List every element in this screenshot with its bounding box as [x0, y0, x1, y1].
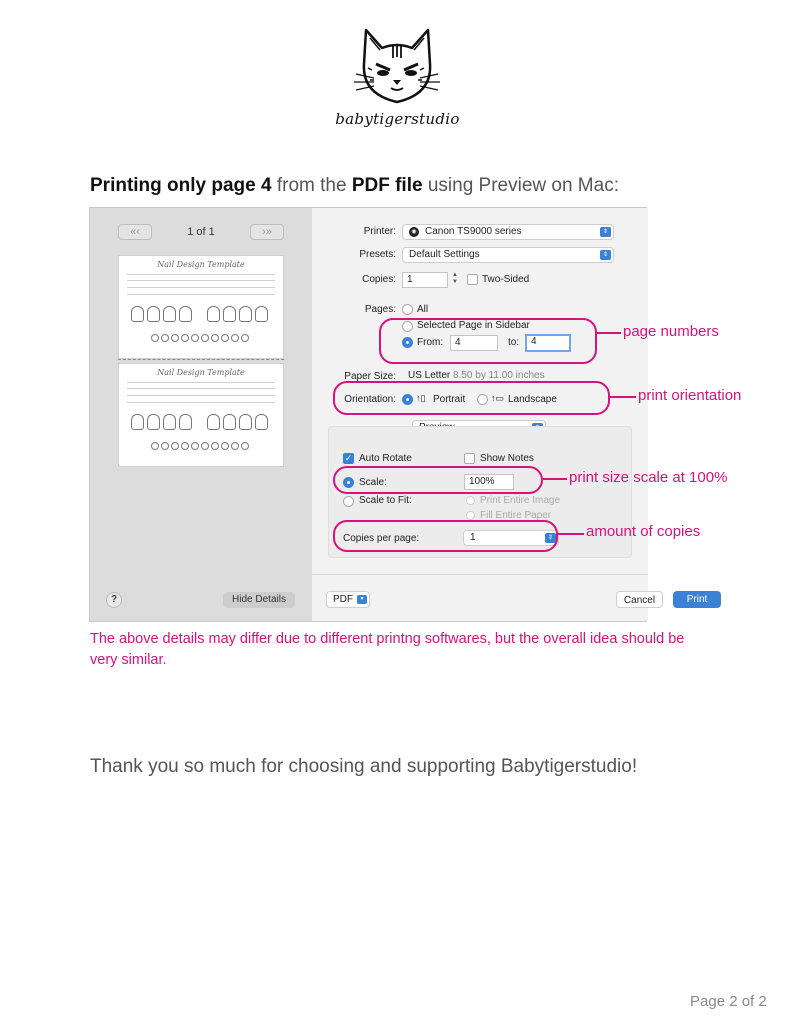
- scale-to-fit-radio[interactable]: [343, 496, 354, 507]
- nail-shape: [147, 414, 160, 430]
- selected-page-label: Selected Page in Sidebar: [417, 320, 530, 331]
- landscape-label: Landscape: [508, 394, 557, 405]
- heading-pdf-file: PDF file: [351, 175, 423, 196]
- page-count: 1 of 1: [187, 226, 215, 238]
- dot: [201, 442, 209, 450]
- two-sided-label: Two-Sided: [482, 274, 530, 285]
- orientation-connector: [610, 396, 636, 398]
- chevron-down-icon: ▾: [357, 595, 367, 604]
- pages-all-radio[interactable]: [402, 304, 413, 315]
- double-chevron-left-icon: «‹: [130, 226, 140, 238]
- dot: [221, 442, 229, 450]
- dot: [171, 334, 179, 342]
- copies-connector: [558, 533, 584, 535]
- cat-logo-icon: [352, 24, 442, 108]
- thank-you-message: Thank you so much for choosing and supporting Babytigerstudio!: [90, 756, 638, 777]
- print-entire-radio[interactable]: [466, 496, 475, 505]
- fill-entire-radio[interactable]: [466, 511, 475, 520]
- paper-size-value: US Letter: [408, 370, 451, 381]
- dot: [181, 334, 189, 342]
- thumbnail-line: [127, 294, 275, 295]
- fill-entire-label: Fill Entire Paper: [480, 510, 552, 521]
- printer-value: Canon TS9000 series: [425, 226, 522, 237]
- nail-shape: [131, 414, 144, 430]
- portrait-label: Portrait: [433, 394, 466, 405]
- paper-size-dims: 8.50 by 11.00 inches: [453, 370, 545, 381]
- landscape-icon: ↑▭: [491, 393, 505, 403]
- page-thumbnail[interactable]: [118, 363, 284, 467]
- printer-select[interactable]: [402, 224, 614, 240]
- dot-row: [151, 442, 251, 451]
- scale-to-fit-label: Scale to Fit:: [359, 495, 412, 506]
- thumbnail-line: [127, 280, 275, 281]
- dot: [181, 442, 189, 450]
- scale-label: Scale:: [359, 477, 387, 488]
- double-chevron-right-icon: ›»: [262, 226, 272, 238]
- page-thumbnail[interactable]: [118, 255, 284, 359]
- dot: [191, 442, 199, 450]
- scale-highlight: [333, 466, 543, 494]
- nail-shape: [239, 306, 252, 322]
- scale-connector: [543, 478, 567, 480]
- auto-rotate-label: Auto Rotate: [359, 453, 412, 464]
- dot: [171, 442, 179, 450]
- nail-shape: [163, 414, 176, 430]
- dot: [221, 334, 229, 342]
- printer-icon: ◉: [409, 227, 419, 237]
- nail-shape: [163, 306, 176, 322]
- pages-from-input[interactable]: 4: [450, 335, 498, 351]
- dot: [161, 334, 169, 342]
- pdf-menu-button[interactable]: [326, 591, 370, 608]
- dot: [211, 442, 219, 450]
- dot: [231, 334, 239, 342]
- amount-of-copies-annotation: amount of copies: [586, 523, 701, 540]
- scale-input[interactable]: 100%: [464, 474, 514, 490]
- portrait-icon: ↑▯: [416, 393, 426, 403]
- brand-name: babytigerstudio: [335, 110, 460, 128]
- nail-shape: [131, 306, 144, 322]
- thumbnail-line: [127, 287, 275, 288]
- dot: [161, 442, 169, 450]
- paper-size-label: Paper Size:: [344, 371, 396, 382]
- page-numbers-connector: [597, 332, 621, 334]
- nail-shapes: [131, 414, 271, 430]
- dot-row: [151, 334, 251, 343]
- presets-value: Default Settings: [409, 249, 480, 260]
- thumbnail-line: [127, 382, 275, 383]
- heading-using-preview: using Preview on Mac:: [422, 175, 619, 196]
- copies-stepper[interactable]: ▲ ▼: [452, 272, 458, 285]
- help-button[interactable]: ?: [106, 592, 122, 608]
- chevron-updown-icon: ⇕: [600, 250, 611, 260]
- pdf-label: PDF: [333, 594, 353, 605]
- nail-shape: [255, 414, 268, 430]
- disclaimer-note: The above details may differ due to different printng softwares, but the overall idea should be very similar.: [90, 631, 685, 668]
- nail-shape: [255, 306, 268, 322]
- nail-shapes: [131, 306, 271, 322]
- page-heading: [90, 175, 619, 197]
- brand-logo: [335, 24, 460, 134]
- auto-rotate-checkbox[interactable]: ✓: [344, 453, 353, 463]
- orientation-label: Orientation:: [344, 394, 396, 405]
- nail-shape: [179, 306, 192, 322]
- chevron-updown-icon: ⇕: [545, 533, 556, 543]
- copies-input[interactable]: 1: [402, 272, 448, 288]
- bottom-separator: [312, 574, 648, 575]
- print-entire-label: Print Entire Image: [480, 495, 561, 506]
- print-size-scale-annotation: print size scale at 100%: [569, 469, 728, 486]
- nail-shape: [223, 414, 236, 430]
- copies-per-page-label: Copies per page:: [343, 533, 420, 544]
- pages-to-input[interactable]: 4: [525, 334, 571, 352]
- presets-label: Presets:: [359, 249, 396, 260]
- dot: [211, 334, 219, 342]
- pages-label: Pages:: [364, 304, 396, 315]
- show-notes-checkbox[interactable]: [464, 453, 475, 464]
- next-page-button[interactable]: [250, 224, 284, 240]
- nail-shape: [147, 306, 160, 322]
- nail-shape: [207, 306, 220, 322]
- print-orientation-annotation: print orientation: [638, 387, 742, 404]
- hide-details-button[interactable]: Hide Details: [223, 592, 295, 608]
- cancel-button[interactable]: Cancel: [616, 591, 663, 608]
- nail-shape: [207, 414, 220, 430]
- dot: [151, 442, 159, 450]
- heading-from-the: from the: [271, 175, 352, 196]
- page-numbers-highlight: [379, 318, 597, 364]
- orientation-highlight: [333, 381, 610, 415]
- thumbnail-line: [127, 388, 275, 389]
- page-divider: [118, 359, 284, 360]
- page-number: Page 2 of 2: [690, 993, 767, 1010]
- copies-highlight: [333, 520, 558, 552]
- nail-shape: [179, 414, 192, 430]
- pages-from-label: From:: [417, 337, 444, 348]
- thumbnail-line: [127, 402, 275, 403]
- page-numbers-annotation: page numbers: [623, 323, 719, 340]
- preview-sidebar: [90, 208, 312, 621]
- two-sided-checkbox[interactable]: [467, 274, 478, 285]
- thumbnail-title: Nail Design Template: [157, 260, 245, 269]
- dot: [241, 334, 249, 342]
- nail-shape: [223, 306, 236, 322]
- print-button[interactable]: Print: [673, 591, 721, 608]
- dot: [231, 442, 239, 450]
- thumbnail-line: [127, 274, 275, 275]
- thumbnail-title: Nail Design Template: [157, 368, 245, 377]
- presets-select[interactable]: [402, 247, 614, 263]
- nail-shape: [239, 414, 252, 430]
- dot: [201, 334, 209, 342]
- dot: [241, 442, 249, 450]
- printer-label: Printer:: [363, 226, 396, 237]
- thumbnail-line: [127, 395, 275, 396]
- pages-to-label: to:: [508, 337, 520, 348]
- heading-page-4: Printing only page 4: [90, 175, 272, 196]
- dot: [151, 334, 159, 342]
- pages-all-label: All: [417, 304, 429, 315]
- copies-per-page-value: 1: [470, 532, 476, 543]
- chevron-updown-icon: ⇕: [600, 227, 611, 237]
- dot: [191, 334, 199, 342]
- show-notes-label: Show Notes: [480, 453, 534, 464]
- copies-label: Copies:: [362, 274, 396, 285]
- prev-page-button[interactable]: [118, 224, 152, 240]
